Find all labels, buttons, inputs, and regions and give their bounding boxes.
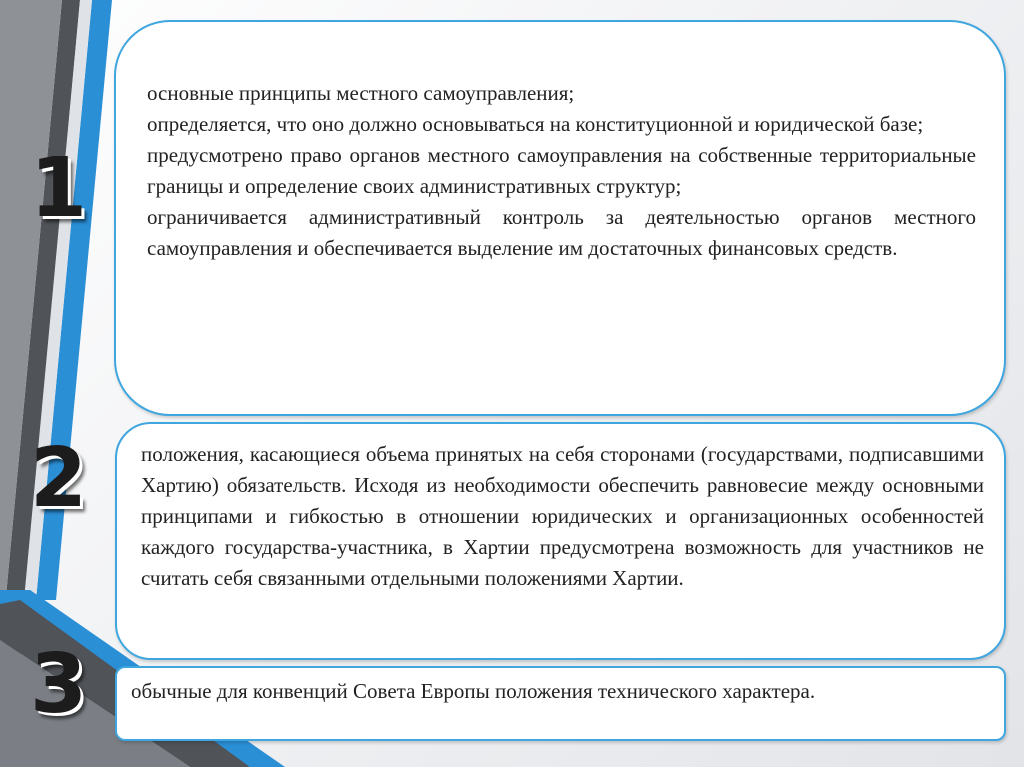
panel2-paragraph-1: положения, касающиеся объема принятых на себя сторонами (государствами, подписавшими Хартию) обязательств. Исходя из необходимости обеспечить равновесие между основными принципами и гибкостью в отношении юридических и организационных особенностей каждого государства-участника, в Хартии предусмотрена возможность для участников не считать себя связанными отдельными положениями Хартии. [141, 442, 984, 590]
content-panel-2 [115, 422, 1006, 660]
panel1-paragraph-4: ограничивается административный контроль за деятельностью органов местного самоуправления и обеспечивается выделение им достаточных финансовых средств. [147, 205, 976, 260]
item-number-3: 3 [30, 637, 88, 732]
item-number-1: 1 [30, 141, 88, 236]
content-panel-3 [115, 666, 1006, 741]
panel1-paragraph-3: предусмотрено право органов местного самоуправления на собственные территориальные границы и определение своих административных структур; [147, 143, 976, 198]
panel1-paragraph-1: основные принципы местного самоуправления; [147, 81, 575, 105]
content-panel-1 [114, 20, 1006, 416]
item-number-2: 2 [30, 431, 88, 526]
panel3-paragraph-1: обычные для конвенций Совета Европы положения технического характера. [131, 679, 816, 703]
panel1-paragraph-2: определяется, что оно должно основываться на конституционной и юридической базе; [147, 112, 924, 136]
